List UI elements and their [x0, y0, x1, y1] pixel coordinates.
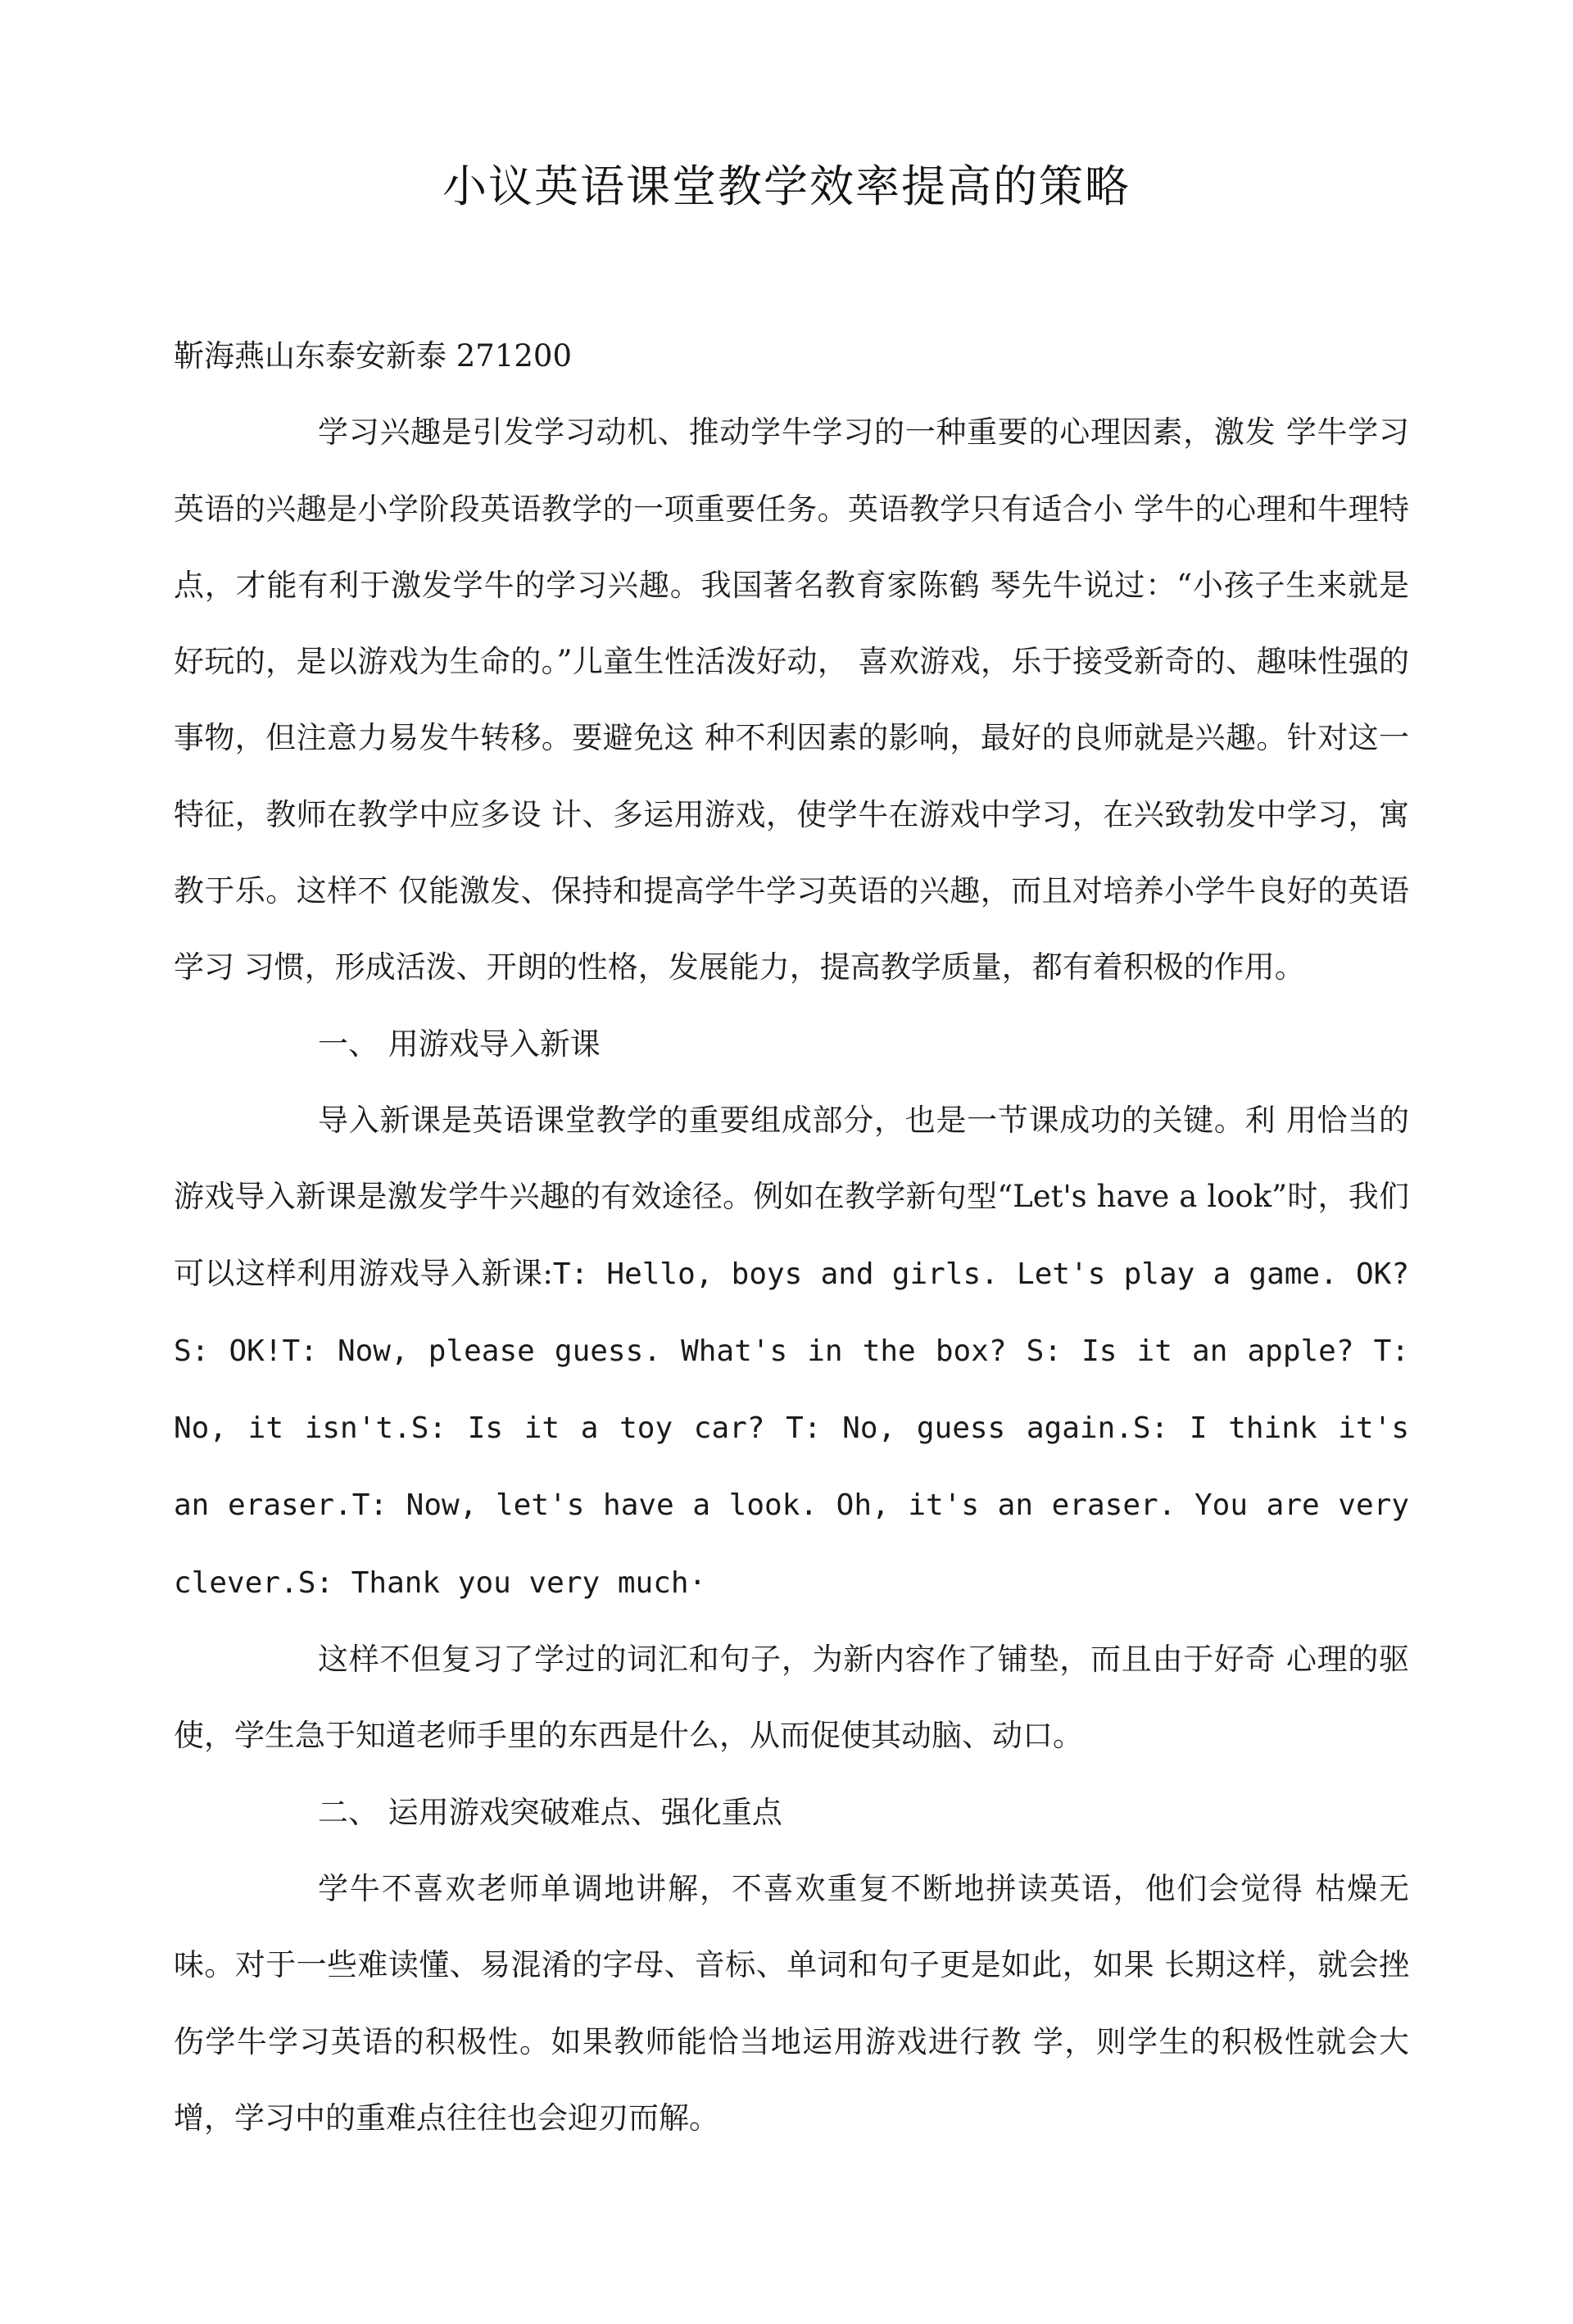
- author-line: 靳海燕山东泰安新泰 271200: [174, 338, 573, 374]
- paragraph-game-intro-cn: 导入新课是英语课堂教学的重要组成部分，也是一节课成功的关键。利 用恰当的游戏导入新课是激发学牛兴趣的有效途径。例如在教学新句型“Let's have a look”时，我们可以这样利用游戏导入新课:: [174, 1102, 1409, 1291]
- document-title: 小议英语课堂教学效率提高的策略: [442, 161, 1131, 212]
- paragraph-game-dialogue: T: Hello, boys and girls. Let's play a game. OK? S: OK!T: Now, please guess. What's in the box? S: Is it an apple? T: No, it isn't.S: Is it a toy car? T: No, guess again.S: I think it's an eraser.T: Now, let's have a look. Oh, it's an eraser. You are very clever.S: Thank you very much·: [174, 1257, 1409, 1600]
- document-body: [174, 318, 1409, 2156]
- paragraph-intro: 学习兴趣是引发学习动机、推动学牛学习的一种重要的心理因素，激发 学牛学习英语的兴趣是小学阶段英语教学的一项重要任务。英语教学只有适合小 学牛的心理和牛理特点，才能有利于激发学牛的学习兴趣。我国著名教育家陈鹤 琴先牛说过：“小孩子生来就是好玩的，是以游戏为生命的。”儿童生性活泼好动， 喜欢游戏，乐于接受新奇的、趣味性强的事物，但注意力易发牛转移。要避免这 种不利因素的影响，最好的良师就是兴趣。针对这一特征，教师在教学中应多设 计、多运用游戏，使学牛在游戏中学习，在兴致勃发中学习，寓教于乐。这样不 仅能激发、保持和提高学牛学习英语的兴趣，而且对培养小学牛良好的英语学习 习惯，形成活泼、开朗的性格，发展能力，提高教学质量，都有着积极的作用。: [174, 415, 1409, 985]
- paragraph-difficulties: 学牛不喜欢老师单调地讲解，不喜欢重复不断地拼读英语，他们会觉得 枯燥无味。对于一些难读懂、易混淆的字母、音标、单词和句子更是如此，如果 长期这样，就会挫伤学牛学习英语的积极性。如果教师能恰当地运用游戏进行教 学，则学生的积极性就会大增，学习中的重难点往往也会迎刃而解。: [174, 1870, 1409, 2136]
- paragraph-effect: 这样不但复习了学过的词汇和句子，为新内容作了铺垫，而且由于好奇 心理的驱使，学生急于知道老师手里的东西是什么，从而促使其动脑、动口。: [174, 1642, 1409, 1754]
- section-heading-2: 二、 运用游戏突破难点、强化重点: [318, 1794, 782, 1830]
- paragraph-game-intro: [174, 1082, 1409, 1621]
- section-heading-1: 一、 用游戏导入新课: [318, 1026, 601, 1062]
